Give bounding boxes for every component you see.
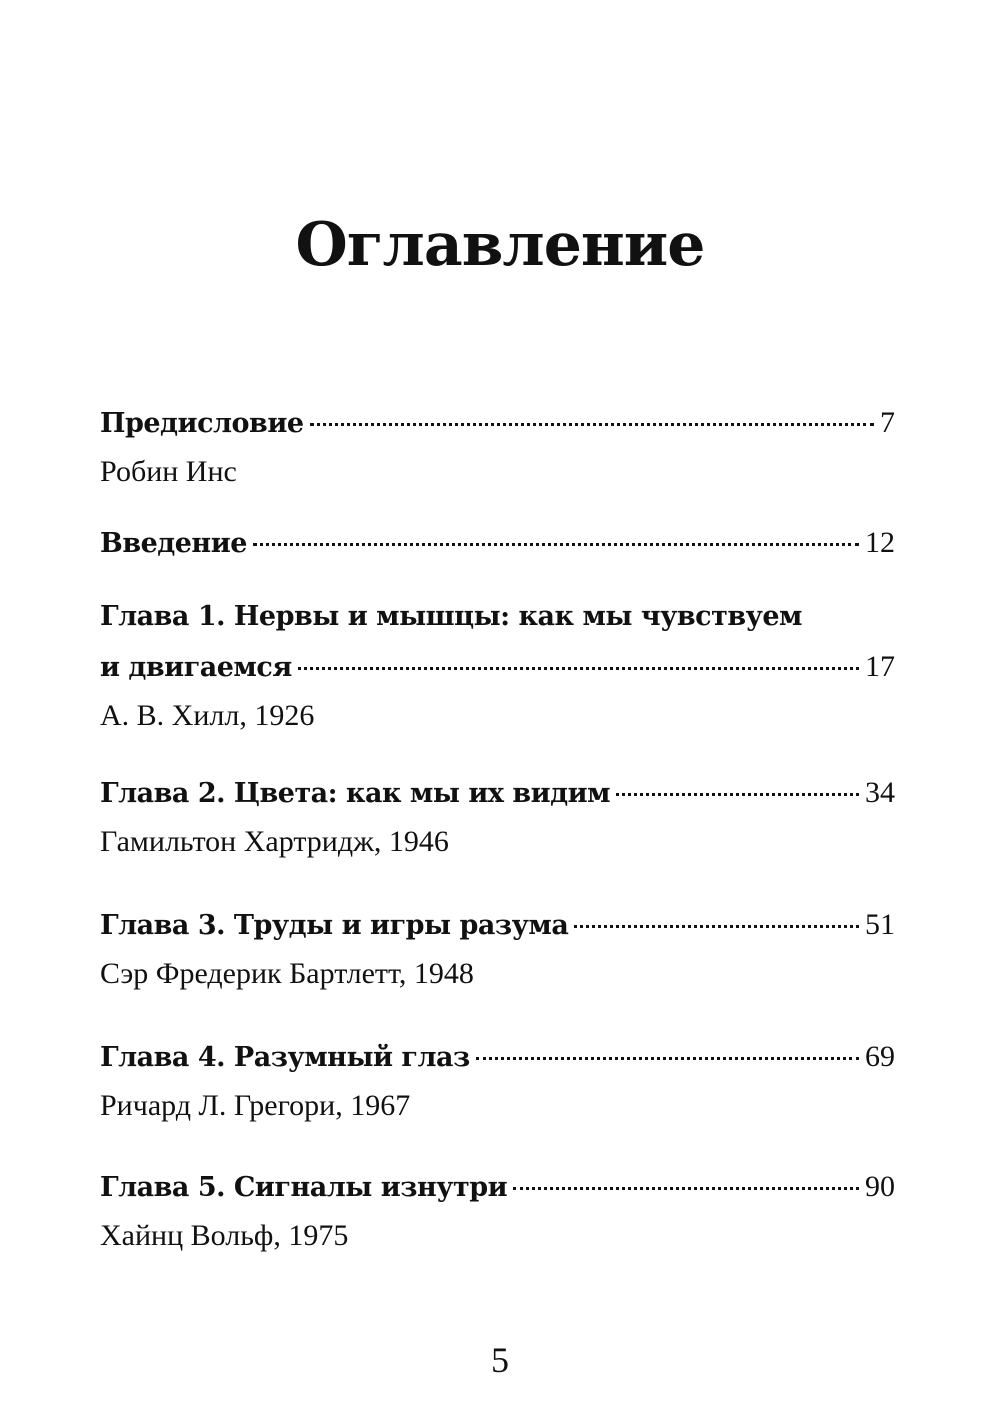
toc-entry-page: 51 [865, 908, 895, 941]
toc-entry-row [100, 1162, 895, 1212]
page-number: 5 [491, 1340, 509, 1380]
toc-entry-title-line1: Глава 1. Нервы и мышцы: как мы чувствуем [100, 601, 803, 632]
table-of-contents [100, 0, 895, 1412]
toc-entry-row [100, 642, 895, 692]
toc-entry-author: Сэр Фредерик Бартлетт, 1948 [100, 957, 474, 990]
toc-entry-title: Предисловие [100, 408, 304, 439]
toc-entry-title: и двигаемся [100, 652, 292, 683]
dot-leader [513, 1186, 859, 1190]
toc-entry-page: 69 [865, 1040, 895, 1073]
toc-entry-title: Глава 5. Сигналы изнутри [100, 1172, 508, 1203]
toc-entry-title: Глава 3. Труды и игры разума [100, 910, 569, 941]
toc-entry-author: Хайнц Вольф, 1975 [100, 1219, 349, 1252]
toc-entry-row-first-line [100, 592, 895, 642]
toc-entry-author: А. В. Хилл, 1926 [100, 699, 315, 732]
toc-entry-title: Глава 2. Цвета: как мы их видим [100, 778, 611, 809]
toc-entry-author: Робин Инс [100, 455, 237, 488]
toc-entry-chapter-5[interactable] [100, 1162, 895, 1260]
toc-entry-title: Введение [100, 528, 247, 559]
toc-entry-title: Глава 4. Разумный глаз [100, 1042, 470, 1073]
toc-entry-page: 90 [865, 1170, 895, 1203]
dot-leader [476, 1056, 859, 1060]
toc-entry-page: 12 [865, 526, 895, 559]
toc-entry-row [100, 398, 895, 448]
toc-entry-row [100, 1032, 895, 1082]
toc-entry-page: 17 [865, 650, 895, 683]
toc-entry-chapter-2[interactable] [100, 768, 895, 866]
toc-entry-row [100, 900, 895, 950]
toc-entry-chapter-3[interactable] [100, 900, 895, 998]
dot-leader [574, 924, 859, 928]
toc-entry-row [100, 768, 895, 818]
toc-entry-introduction[interactable] [100, 518, 895, 568]
dot-leader [253, 542, 859, 546]
dot-leader [616, 792, 859, 796]
dot-leader [310, 422, 874, 426]
dot-leader [298, 666, 859, 670]
toc-entry-author: Гамильтон Хартридж, 1946 [100, 825, 449, 858]
toc-entry-author: Ричард Л. Грегори, 1967 [100, 1089, 411, 1122]
toc-entry-preface[interactable] [100, 398, 895, 496]
toc-entry-page: 34 [865, 776, 895, 809]
toc-entry-chapter-4[interactable] [100, 1032, 895, 1130]
toc-entry-page: 7 [880, 406, 895, 439]
toc-entry-chapter-1[interactable] [100, 592, 895, 740]
toc-entry-row [100, 518, 895, 568]
page-title: Оглавление [295, 210, 705, 280]
